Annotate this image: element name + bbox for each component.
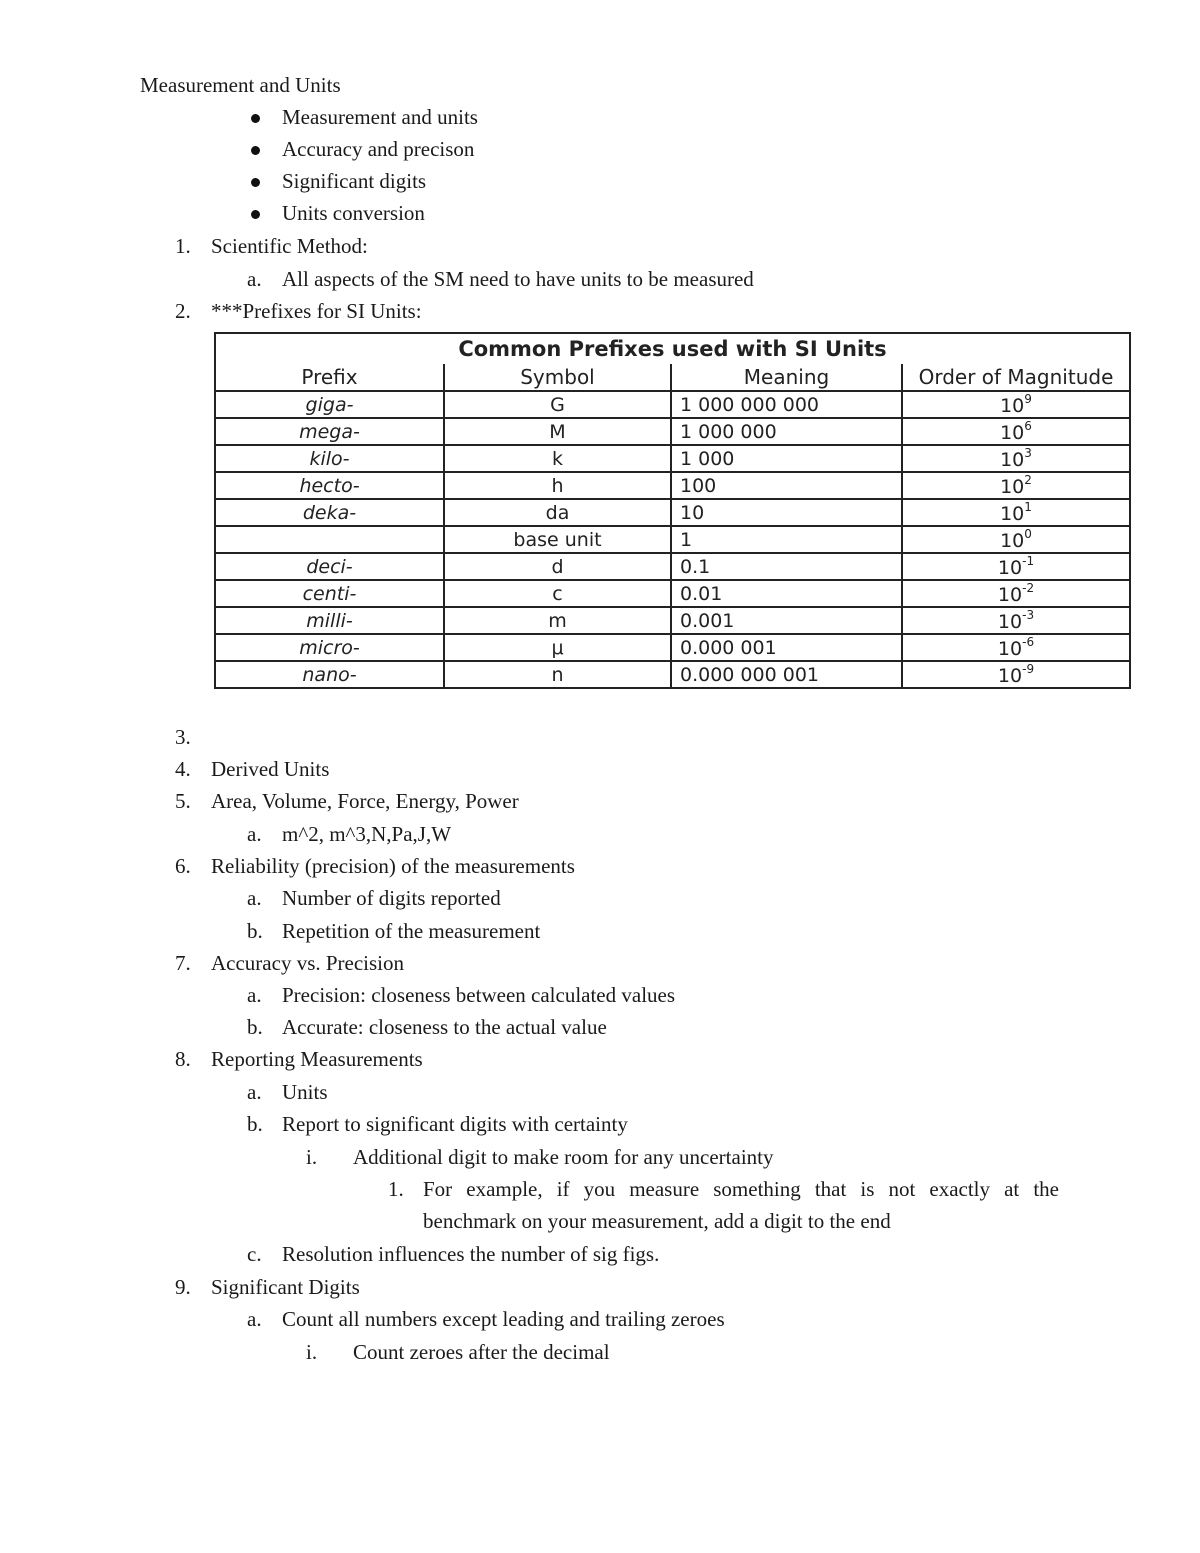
magnitude-exponent: -1: [1022, 554, 1035, 568]
list-number: 1.: [175, 234, 191, 258]
magnitude-base: 10: [1000, 449, 1025, 471]
symbol-cell: c: [444, 580, 671, 607]
list-item-text: Units: [282, 1080, 328, 1104]
magnitude-base: 10: [1000, 530, 1025, 552]
list-letter: b.: [247, 1112, 263, 1136]
table-row: [215, 607, 1130, 634]
list-letter: a.: [247, 267, 262, 291]
table-header: Symbol: [444, 364, 671, 391]
magnitude-exponent: 2: [1024, 473, 1032, 487]
symbol-cell: M: [444, 418, 671, 445]
list-item-text: Scientific Method:: [211, 234, 368, 258]
table-row: [215, 526, 1130, 553]
magnitude-exponent: 9: [1024, 392, 1032, 406]
meaning-cell: 100: [671, 472, 902, 499]
list-letter: c.: [247, 1242, 262, 1266]
list-number: 2.: [175, 299, 191, 323]
list-roman: i.: [306, 1340, 318, 1364]
bullet-dot: [251, 146, 260, 155]
list-letter: b.: [247, 919, 263, 943]
table-row: [215, 580, 1130, 607]
magnitude-exponent: 3: [1024, 446, 1032, 460]
list-item-text: Repetition of the measurement: [282, 919, 541, 943]
magnitude-exponent: -6: [1022, 635, 1035, 649]
prefix-cell: [215, 526, 444, 553]
table-row: [215, 472, 1130, 499]
list-number: 6.: [175, 854, 191, 878]
prefix-cell: kilo-: [215, 445, 444, 472]
magnitude-base: 10: [997, 638, 1023, 660]
symbol-cell: G: [444, 391, 671, 418]
symbol-cell: m: [444, 607, 671, 634]
magnitude-cell: [902, 634, 1130, 661]
magnitude-base: 10: [997, 611, 1023, 633]
list-item-text: benchmark on your measurement, add a digit to the end: [423, 1209, 891, 1233]
bullet-item: Significant digits: [282, 169, 427, 193]
meaning-cell: 0.1: [671, 553, 902, 580]
magnitude-exponent: -2: [1022, 581, 1035, 595]
meaning-cell: 1 000 000 000: [671, 391, 902, 418]
list-letter: a.: [247, 1080, 262, 1104]
prefix-cell: centi-: [215, 580, 444, 607]
page-title: Measurement and Units: [140, 73, 341, 97]
list-item-text: Reporting Measurements: [211, 1047, 423, 1071]
meaning-cell: 0.001: [671, 607, 902, 634]
symbol-cell: μ: [444, 634, 671, 661]
list-item-text: Count all numbers except leading and trailing zeroes: [282, 1307, 725, 1331]
bullet-item: Accuracy and precison: [282, 137, 475, 161]
magnitude-base: 10: [997, 584, 1023, 606]
table-row: [215, 634, 1130, 661]
meaning-cell: 1 000 000: [671, 418, 902, 445]
bullet-dot: [251, 114, 260, 123]
magnitude-cell: [902, 553, 1130, 580]
list-item-text: Accurate: closeness to the actual value: [282, 1015, 607, 1039]
list-item-text: Accuracy vs. Precision: [211, 951, 405, 975]
list-item-text: Reliability (precision) of the measurements: [211, 854, 575, 878]
prefix-cell: nano-: [215, 661, 444, 688]
list-letter: a.: [247, 983, 262, 1007]
meaning-cell: 0.01: [671, 580, 902, 607]
magnitude-exponent: 6: [1024, 419, 1032, 433]
table-row: [215, 418, 1130, 445]
magnitude-cell: [902, 661, 1130, 688]
table-title: Common Prefixes used with SI Units: [215, 333, 1130, 364]
table-header: Prefix: [215, 364, 444, 391]
list-letter: b.: [247, 1015, 263, 1039]
meaning-cell: 0.000 001: [671, 634, 902, 661]
list-letter: a.: [247, 886, 262, 910]
list-item-text: Number of digits reported: [282, 886, 501, 910]
symbol-cell: n: [444, 661, 671, 688]
meaning-cell: 1 000: [671, 445, 902, 472]
prefix-cell: micro-: [215, 634, 444, 661]
list-item-text: Count zeroes after the decimal: [353, 1340, 610, 1364]
list-item-text: For example, if you measure something that is not exactly at the: [423, 1177, 1059, 1201]
magnitude-exponent: -9: [1022, 662, 1035, 676]
magnitude-base: 10: [1000, 476, 1025, 498]
list-number: 5.: [175, 789, 191, 813]
list-item-text: Derived Units: [211, 757, 330, 781]
list-letter: a.: [247, 1307, 262, 1331]
list-item-text: All aspects of the SM need to have units to be measured: [282, 267, 754, 291]
magnitude-cell: [902, 418, 1130, 445]
meaning-cell: 10: [671, 499, 902, 526]
table-header: Order of Magnitude: [902, 364, 1130, 391]
bullet-item: Units conversion: [282, 201, 425, 225]
magnitude-cell: [902, 499, 1130, 526]
list-number: 3.: [175, 725, 191, 749]
bullet-item: Measurement and units: [282, 105, 478, 129]
list-item-text: Precision: closeness between calculated values: [282, 983, 676, 1007]
si-prefix-table: [214, 332, 1131, 689]
list-letter: a.: [247, 822, 262, 846]
table-row: [215, 553, 1130, 580]
list-item-text: ***Prefixes for SI Units:: [211, 299, 422, 323]
list-number: 7.: [175, 951, 191, 975]
meaning-cell: 1: [671, 526, 902, 553]
symbol-cell: da: [444, 499, 671, 526]
magnitude-base: 10: [997, 665, 1023, 687]
magnitude-exponent: 0: [1024, 527, 1032, 541]
magnitude-base: 10: [1000, 503, 1025, 525]
magnitude-exponent: 1: [1024, 500, 1032, 514]
magnitude-exponent: -3: [1022, 608, 1035, 622]
magnitude-cell: [902, 472, 1130, 499]
magnitude-cell: [902, 526, 1130, 553]
table-row: [215, 499, 1130, 526]
magnitude-base: 10: [1000, 422, 1025, 444]
magnitude-cell: [902, 391, 1130, 418]
prefix-cell: giga-: [215, 391, 444, 418]
list-item-text: Significant Digits: [211, 1275, 360, 1299]
list-number: 9.: [175, 1275, 191, 1299]
symbol-cell: k: [444, 445, 671, 472]
table-row: [215, 445, 1130, 472]
magnitude-cell: [902, 580, 1130, 607]
table-row: [215, 391, 1130, 418]
magnitude-cell: [902, 445, 1130, 472]
symbol-cell: base unit: [444, 526, 671, 553]
symbol-cell: h: [444, 472, 671, 499]
list-item-text: m^2, m^3,N,Pa,J,W: [282, 822, 452, 846]
list-item-text: Area, Volume, Force, Energy, Power: [211, 789, 519, 813]
list-item-text: Resolution influences the number of sig figs.: [282, 1242, 660, 1266]
magnitude-cell: [902, 607, 1130, 634]
list-item-text: Report to significant digits with certainty: [282, 1112, 628, 1136]
list-item-text: Additional digit to make room for any uncertainty: [353, 1145, 774, 1169]
prefix-cell: deci-: [215, 553, 444, 580]
list-number: 4.: [175, 757, 191, 781]
bullet-dot: [251, 178, 260, 187]
list-roman: i.: [306, 1145, 318, 1169]
magnitude-base: 10: [997, 557, 1023, 579]
prefix-cell: mega-: [215, 418, 444, 445]
prefix-cell: milli-: [215, 607, 444, 634]
list-number: 8.: [175, 1047, 191, 1071]
prefix-cell: hecto-: [215, 472, 444, 499]
meaning-cell: 0.000 000 001: [671, 661, 902, 688]
symbol-cell: d: [444, 553, 671, 580]
table-row: [215, 661, 1130, 688]
magnitude-base: 10: [1000, 395, 1025, 417]
bullet-dot: [251, 210, 260, 219]
prefix-cell: deka-: [215, 499, 444, 526]
table-header: Meaning: [671, 364, 902, 391]
list-number: 1.: [388, 1177, 404, 1201]
